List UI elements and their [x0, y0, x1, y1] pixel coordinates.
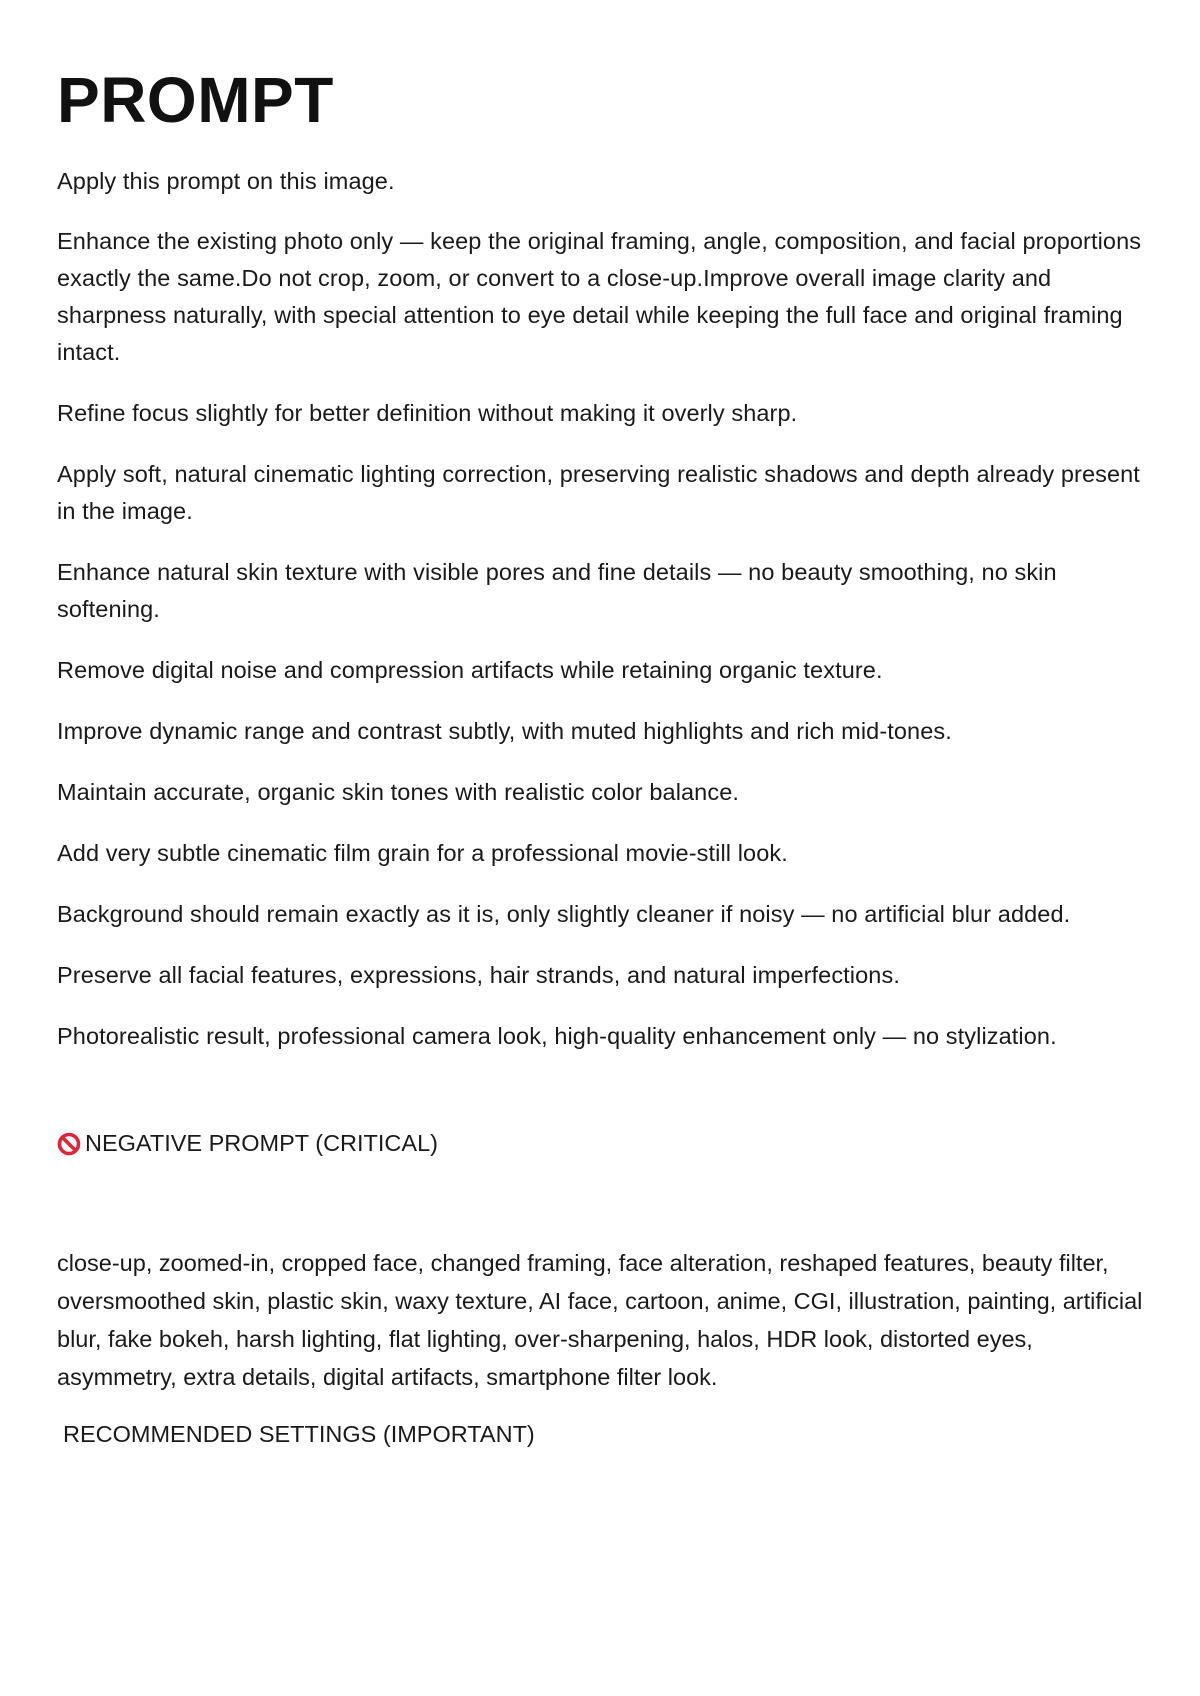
prompt-paragraph: Enhance the existing photo only — keep the original framing, angle, composition, and facial proportions exactly the same.Do not crop, zoom, or convert to a close-up.Improve overall image clarity and sharpness naturally, with special attention to eye detail while keeping the full face and original framing intact.: [57, 228, 1142, 365]
prompt-paragraph: Apply soft, natural cinematic lighting correction, preserving realistic shadows and depth already present in the image.: [57, 461, 1140, 524]
negative-prompt-title: NEGATIVE PROMPT (CRITICAL): [85, 1130, 438, 1156]
intro-text: Apply this prompt on this image.: [57, 168, 395, 194]
page-title: PROMPT: [57, 64, 334, 136]
prompt-paragraph: Refine focus slightly for better definition without making it overly sharp.: [57, 400, 798, 426]
prompt-paragraph: Enhance natural skin texture with visible pores and fine details — no beauty smoothing, no skin softening.: [57, 559, 1057, 622]
prompt-paragraph: Add very subtle cinematic film grain for a professional movie-still look.: [57, 840, 788, 866]
negative-prompt-heading: [57, 1125, 1147, 1162]
prohibited-icon: [57, 1132, 81, 1156]
recommended-settings-heading: RECOMMENDED SETTINGS (IMPORTANT): [63, 1421, 535, 1447]
negative-prompt-text: close-up, zoomed-in, cropped face, changed framing, face alteration, reshaped features, beauty filter, oversmoothed skin, plastic skin, waxy texture, AI face, cartoon, anime, CGI, illustration, painting, artificial blur, fake bokeh, harsh lighting, flat lighting, over-sharpening, halos, HDR look, distorted eyes, asymmetry, extra details, digital artifacts, smartphone filter look.: [57, 1250, 1143, 1390]
prompt-paragraph: Background should remain exactly as it is, only slightly cleaner if noisy — no artificial blur added.: [57, 901, 1071, 927]
prompt-paragraph: Photorealistic result, professional camera look, high-quality enhancement only — no stylization.: [57, 1023, 1057, 1049]
document-page: [57, 62, 1147, 1453]
prompt-paragraph: Preserve all facial features, expressions, hair strands, and natural imperfections.: [57, 962, 900, 988]
prompt-paragraph: Remove digital noise and compression artifacts while retaining organic texture.: [57, 657, 883, 683]
prompt-paragraph: Improve dynamic range and contrast subtly, with muted highlights and rich mid-tones.: [57, 718, 952, 744]
prompt-paragraph: Maintain accurate, organic skin tones with realistic color balance.: [57, 779, 740, 805]
